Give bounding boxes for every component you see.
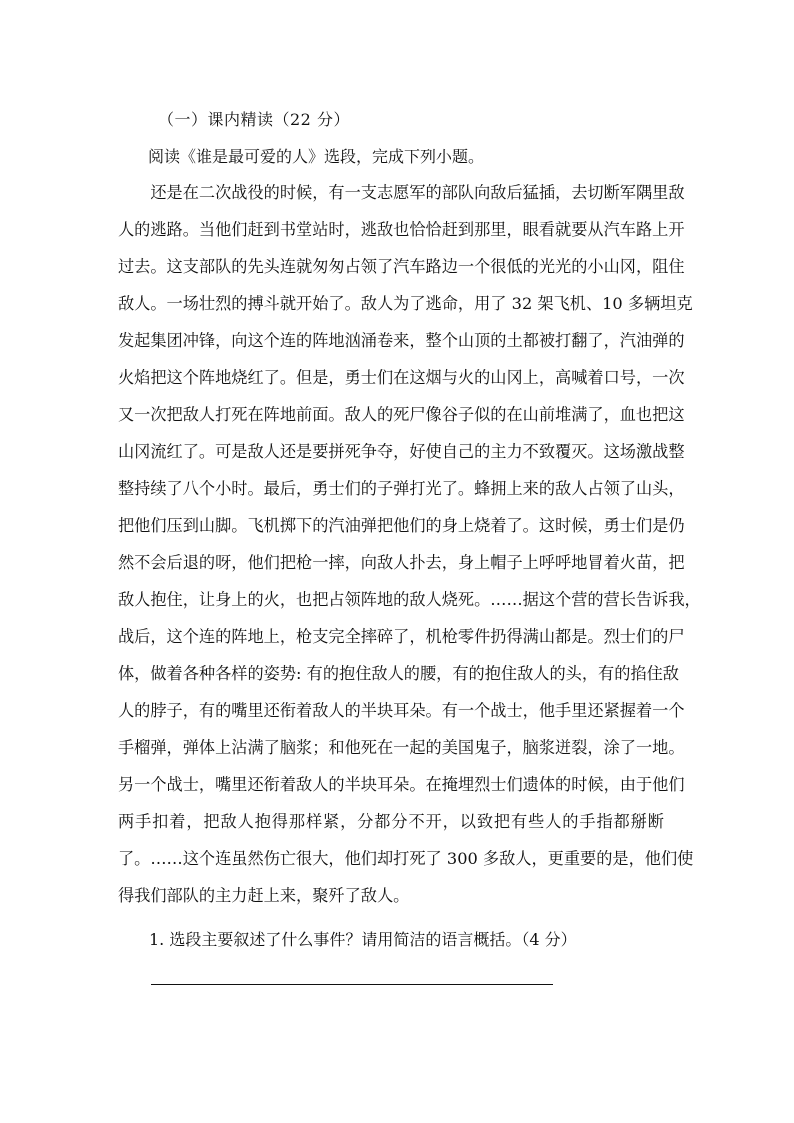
passage-line: 两手扣着，把敌人抱得那样紧，分都分不开，以致把有些人的手指都掰断 bbox=[118, 812, 665, 831]
question-1: 1. 选段主要叙述了什么事件？请用简洁的语言概括。（4 分） bbox=[149, 930, 577, 949]
passage-line: 了。……这个连虽然伤亡很大，他们却打死了 300 多敌人，更重要的是，他们使 bbox=[118, 849, 694, 868]
passage-line: 然不会后退的呀，他们把枪一摔，向敌人扑去，身上帽子上呼呼地冒着火苗，把 bbox=[118, 553, 685, 572]
passage-line: 发起集团冲锋，向这个连的阵地汹涌卷来，整个山顶的土都被打翻了，汽油弹的 bbox=[118, 331, 685, 350]
reading-instruction: 阅读《谁是最可爱的人》选段，完成下列小题。 bbox=[148, 147, 485, 166]
passage-line: 过去。这支部队的先头连就匆匆占领了汽车路边一个很低的光光的小山冈，阻住 bbox=[118, 257, 685, 276]
passage-line: 整持续了八个小时。最后，勇士们的子弹打光了。蜂拥上来的敌人占领了山头， bbox=[118, 479, 685, 498]
passage-line: 手榴弹，弹体上沾满了脑浆；和他死在一起的美国鬼子，脑浆迸裂，涂了一地。 bbox=[118, 738, 685, 757]
passage-line: 山冈流红了。可是敌人还是要拼死争夺，好使自己的主力不致覆灭。这场激战整 bbox=[118, 442, 685, 461]
passage-line: 得我们部队的主力赶上来，聚歼了敌人。 bbox=[118, 886, 410, 905]
passage-line: 敌人。一场壮烈的搏斗就开始了。敌人为了逃命，用了 32 架飞机、10 多辆坦克 bbox=[118, 294, 693, 313]
passage-line: 把他们压到山脚。飞机掷下的汽油弹把他们的身上烧着了。这时候，勇士们是仍 bbox=[118, 516, 685, 535]
section-title: （一）课内精读（22 分） bbox=[158, 110, 350, 129]
answer-line[interactable] bbox=[151, 984, 553, 985]
passage-line: 敌人抱住，让身上的火，也把占领阵地的敌人烧死。……据这个营的营长告诉我， bbox=[118, 590, 701, 609]
passage-line: 战后，这个连的阵地上，枪支完全摔碎了，机枪零件扔得满山都是。烈士们的尸 bbox=[118, 627, 685, 646]
passage-line: 火焰把这个阵地烧红了。但是，勇士们在这烟与火的山冈上，高喊着口号，一次 bbox=[118, 368, 685, 387]
passage-line: 又一次把敌人打死在阵地前面。敌人的死尸像谷子似的在山前堆满了，血也把这 bbox=[118, 405, 685, 424]
passage-line: 另一个战士，嘴里还衔着敌人的半块耳朵。在掩埋烈士们遗体的时候，由于他们 bbox=[118, 775, 685, 794]
passage-line: 体，做着各种各样的姿势: 有的抱住敌人的腰，有的抱住敌人的头，有的掐住敌 bbox=[118, 664, 679, 683]
passage-line: 人的逃路。当他们赶到书堂站时，逃敌也恰恰赶到那里，眼看就要从汽车路上开 bbox=[118, 220, 685, 239]
passage-line: 人的脖子，有的嘴里还衔着敌人的半块耳朵。有一个战士，他手里还紧握着一个 bbox=[118, 701, 685, 720]
passage-line: 还是在二次战役的时候，有一支志愿军的部队向敌后猛插，去切断军隅里敌 bbox=[118, 183, 685, 202]
